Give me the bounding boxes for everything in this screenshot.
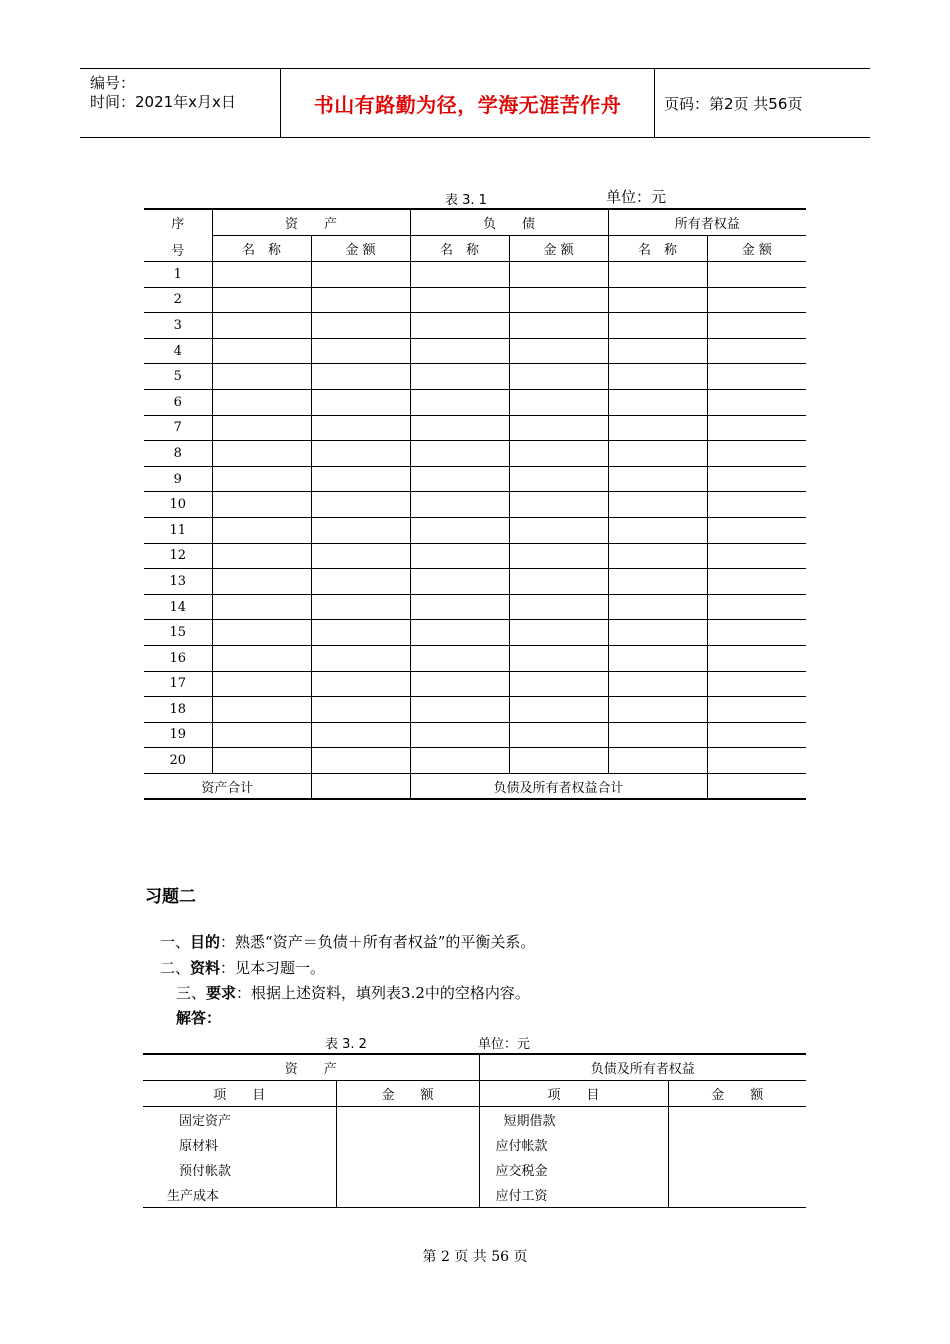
table-cell: [410, 543, 509, 569]
table-row: [144, 466, 806, 492]
table-cell: [212, 262, 311, 288]
table-cell: [410, 748, 509, 774]
table-cell: [212, 697, 311, 723]
table2-unit: 单位：元: [478, 1037, 531, 1052]
table-cell: [212, 748, 311, 774]
table-cell: [410, 389, 509, 415]
liability-item: 短期借款: [479, 1107, 668, 1133]
item-material-text: ：见本习题一。: [220, 959, 326, 977]
table-cell: [707, 415, 806, 441]
table-cell: [509, 338, 608, 364]
row-number: 17: [144, 671, 212, 697]
table-cell: [212, 338, 311, 364]
table-row: [144, 517, 806, 543]
header-motto: [280, 69, 655, 137]
table-cell: [311, 697, 410, 723]
item-material-label: 资料: [190, 959, 221, 977]
table-cell: [311, 364, 410, 390]
table-cell: [212, 645, 311, 671]
table-cell: [212, 569, 311, 595]
table-cell: [410, 594, 509, 620]
page-footer: 第 2 页 共 56 页: [422, 1249, 528, 1265]
table-cell: [311, 594, 410, 620]
group-equity: 所有者权益: [608, 209, 806, 236]
table-cell: [707, 697, 806, 723]
table-cell: [212, 364, 311, 390]
table-row: [144, 645, 806, 671]
table-cell: [608, 748, 707, 774]
table-cell: [509, 441, 608, 467]
row-number: 14: [144, 594, 212, 620]
table-cell: [212, 313, 311, 339]
table-cell: [311, 389, 410, 415]
table-cell: [608, 517, 707, 543]
table-cell: [410, 620, 509, 646]
table-cell: [410, 569, 509, 595]
liability-item: 应付工资: [479, 1182, 668, 1208]
subhead-liab-name: 名 称: [410, 236, 509, 262]
table-cell: [707, 594, 806, 620]
number-label: 编号：: [90, 74, 136, 92]
table-cell: [509, 415, 608, 441]
t2-group-liab: 负债及所有者权益: [479, 1054, 806, 1081]
table-cell: [608, 313, 707, 339]
liability-amount: [668, 1157, 806, 1182]
table-cell: [509, 364, 608, 390]
table-cell: [410, 287, 509, 313]
row-number: 11: [144, 517, 212, 543]
table-cell: [410, 645, 509, 671]
subhead-equity-name: 名 称: [608, 236, 707, 262]
table-cell: [509, 492, 608, 518]
table-row: [144, 441, 806, 467]
row-number: 1: [144, 262, 212, 288]
table-cell: [311, 415, 410, 441]
table-cell: [509, 645, 608, 671]
table-cell: [707, 389, 806, 415]
t2-sub-asset-item: 项 目: [143, 1081, 336, 1107]
motto-text: 书山有路勤为径，学海无涯苦作舟: [313, 92, 622, 117]
table-cell: [212, 671, 311, 697]
table-row: [144, 543, 806, 569]
table-row: [144, 697, 806, 723]
table-cell: [509, 543, 608, 569]
row-number: 3: [144, 313, 212, 339]
table-cell: [410, 492, 509, 518]
table-cell: [608, 594, 707, 620]
table-cell: [212, 722, 311, 748]
table-row: [144, 722, 806, 748]
table-row: [144, 492, 806, 518]
item-requirement-prefix: 三、: [176, 984, 207, 1002]
row-number: 16: [144, 645, 212, 671]
table-cell: [707, 466, 806, 492]
page-info: 页码：第2页 共56页: [664, 94, 803, 113]
table-cell: [707, 287, 806, 313]
table-cell: [509, 517, 608, 543]
table-cell: [509, 671, 608, 697]
table-cell: [212, 620, 311, 646]
table-cell: [410, 364, 509, 390]
table-cell: [707, 671, 806, 697]
table-cell: [311, 517, 410, 543]
table-row: [143, 1107, 806, 1133]
table-cell: [212, 415, 311, 441]
asset-amount: [336, 1132, 479, 1157]
document-header: [80, 68, 870, 138]
total-liab-equity-label: 负债及所有者权益合计: [410, 773, 707, 799]
table-cell: [707, 543, 806, 569]
table-cell: [608, 645, 707, 671]
table-cell: [707, 441, 806, 467]
total-liab-equity-value: [707, 773, 806, 799]
table-cell: [311, 313, 410, 339]
table-cell: [707, 364, 806, 390]
item-requirement-text: ：根据上述资料，填列表3.2中的空格内容。: [236, 984, 530, 1002]
table-cell: [311, 569, 410, 595]
subhead-liab-amount: 金 额: [509, 236, 608, 262]
table-row: [144, 569, 806, 595]
table-cell: [608, 543, 707, 569]
item-requirement: [176, 982, 530, 1003]
t2-group-assets: 资 产: [143, 1054, 479, 1081]
table-cell: [311, 492, 410, 518]
row-number: 9: [144, 466, 212, 492]
table-cell: [707, 748, 806, 774]
row-number: 2: [144, 287, 212, 313]
total-assets-label: 资产合计: [144, 773, 311, 799]
row-number: 12: [144, 543, 212, 569]
table-cell: [707, 262, 806, 288]
table-row: [144, 338, 806, 364]
table-cell: [311, 722, 410, 748]
table-cell: [410, 313, 509, 339]
liability-amount: [668, 1182, 806, 1208]
table1-unit: 单位：元: [606, 188, 667, 206]
table-cell: [212, 441, 311, 467]
table-row: [144, 364, 806, 390]
table-cell: [311, 466, 410, 492]
item-material-prefix: 二、: [160, 959, 191, 977]
liability-item: 应付帐款: [479, 1132, 668, 1157]
section-title: 习题二: [145, 887, 196, 907]
table-cell: [212, 543, 311, 569]
row-number: 6: [144, 389, 212, 415]
table-row: [144, 287, 806, 313]
table-cell: [410, 722, 509, 748]
item-material: [160, 957, 325, 978]
table-cell: [410, 415, 509, 441]
asset-item: 固定资产: [179, 1114, 232, 1129]
table-cell: [608, 338, 707, 364]
row-number: 10: [144, 492, 212, 518]
table-cell: [212, 594, 311, 620]
table-cell: [311, 262, 410, 288]
table-cell: [608, 364, 707, 390]
t2-sub-asset-amount: 金 额: [336, 1081, 479, 1107]
subhead-asset-name: 名 称: [212, 236, 311, 262]
table2-caption: 表 3. 2: [325, 1037, 367, 1052]
table-row: [143, 1182, 806, 1208]
table-cell: [608, 671, 707, 697]
table-cell: [410, 671, 509, 697]
row-number: 7: [144, 415, 212, 441]
table-cell: [707, 338, 806, 364]
table-cell: [410, 262, 509, 288]
table-cell: [509, 697, 608, 723]
table-cell: [608, 492, 707, 518]
row-number: 15: [144, 620, 212, 646]
seq-header-top: 序: [171, 216, 185, 232]
table-cell: [311, 671, 410, 697]
table-cell: [608, 569, 707, 595]
table-cell: [509, 594, 608, 620]
header-page: [654, 69, 870, 137]
table-cell: [707, 569, 806, 595]
table-cell: [410, 466, 509, 492]
row-number: 5: [144, 364, 212, 390]
answer-label: 解答：: [176, 1009, 222, 1027]
t2-sub-liab-amount: 金 额: [668, 1081, 806, 1107]
table-cell: [311, 338, 410, 364]
table-row: [144, 313, 806, 339]
table-cell: [311, 748, 410, 774]
table-cell: [509, 722, 608, 748]
table-cell: [509, 313, 608, 339]
table-cell: [212, 517, 311, 543]
row-number: 4: [144, 338, 212, 364]
table-cell: [311, 287, 410, 313]
row-number: 20: [144, 748, 212, 774]
table-cell: [509, 466, 608, 492]
row-number: 18: [144, 697, 212, 723]
table-cell: [707, 313, 806, 339]
table-row: [144, 262, 806, 288]
table-row: [144, 671, 806, 697]
table-cell: [608, 620, 707, 646]
table-cell: [212, 389, 311, 415]
table-cell: [608, 697, 707, 723]
table-cell: [608, 466, 707, 492]
table-row: [143, 1132, 806, 1157]
table-cell: [608, 262, 707, 288]
table-cell: [212, 492, 311, 518]
item-purpose-label: 目的: [190, 933, 221, 951]
time-label: 时间：2021年x月x日: [90, 93, 236, 111]
table-cell: [608, 441, 707, 467]
liability-amount: [668, 1107, 806, 1133]
total-assets-value: [311, 773, 410, 799]
table-cell: [212, 287, 311, 313]
asset-item: 预付帐款: [179, 1164, 232, 1179]
table-cell: [509, 262, 608, 288]
row-number: 13: [144, 569, 212, 595]
subhead-asset-amount: 金 额: [311, 236, 410, 262]
table-row: [144, 748, 806, 774]
balance-table-3-2: [143, 1053, 806, 1208]
table-cell: [212, 466, 311, 492]
table-cell: [410, 338, 509, 364]
table-cell: [509, 569, 608, 595]
table-cell: [608, 722, 707, 748]
seq-header-bottom: 号: [171, 243, 185, 259]
table-cell: [311, 645, 410, 671]
asset-item: 原材料: [179, 1139, 219, 1154]
table-cell: [707, 645, 806, 671]
table-cell: [311, 441, 410, 467]
balance-table-3-1: [144, 208, 806, 800]
table-row: [144, 594, 806, 620]
table-cell: [509, 287, 608, 313]
t2-sub-liab-item: 项 目: [479, 1081, 668, 1107]
asset-item: 生产成本: [167, 1189, 220, 1204]
table-cell: [509, 748, 608, 774]
table-row: [144, 415, 806, 441]
table-cell: [410, 517, 509, 543]
table-cell: [707, 620, 806, 646]
item-purpose: [160, 931, 535, 952]
subhead-equity-amount: 金 额: [707, 236, 806, 262]
table-cell: [707, 492, 806, 518]
item-purpose-prefix: 一、: [160, 933, 191, 951]
table-cell: [608, 287, 707, 313]
table-cell: [707, 722, 806, 748]
table-cell: [608, 389, 707, 415]
table-cell: [707, 517, 806, 543]
table-row: [144, 620, 806, 646]
table-row: [143, 1157, 806, 1182]
asset-amount: [336, 1182, 479, 1208]
asset-amount: [336, 1157, 479, 1182]
table-cell: [608, 415, 707, 441]
group-assets: 资 产: [212, 209, 410, 236]
table-cell: [311, 543, 410, 569]
table-cell: [509, 389, 608, 415]
group-liabilities: 负 债: [410, 209, 608, 236]
table1-caption: 表 3. 1: [445, 193, 487, 208]
table-cell: [311, 620, 410, 646]
row-number: 8: [144, 441, 212, 467]
liability-amount: [668, 1132, 806, 1157]
table-cell: [410, 697, 509, 723]
asset-amount: [336, 1107, 479, 1133]
table-cell: [410, 441, 509, 467]
row-number: 19: [144, 722, 212, 748]
item-requirement-label: 要求: [206, 984, 237, 1002]
table-row: [144, 389, 806, 415]
seq-header: [144, 209, 212, 262]
table-cell: [509, 620, 608, 646]
item-purpose-text: ：熟悉“资产＝负债＋所有者权益”的平衡关系。: [220, 933, 536, 951]
liability-item: 应交税金: [479, 1157, 668, 1182]
header-meta: [80, 69, 280, 137]
